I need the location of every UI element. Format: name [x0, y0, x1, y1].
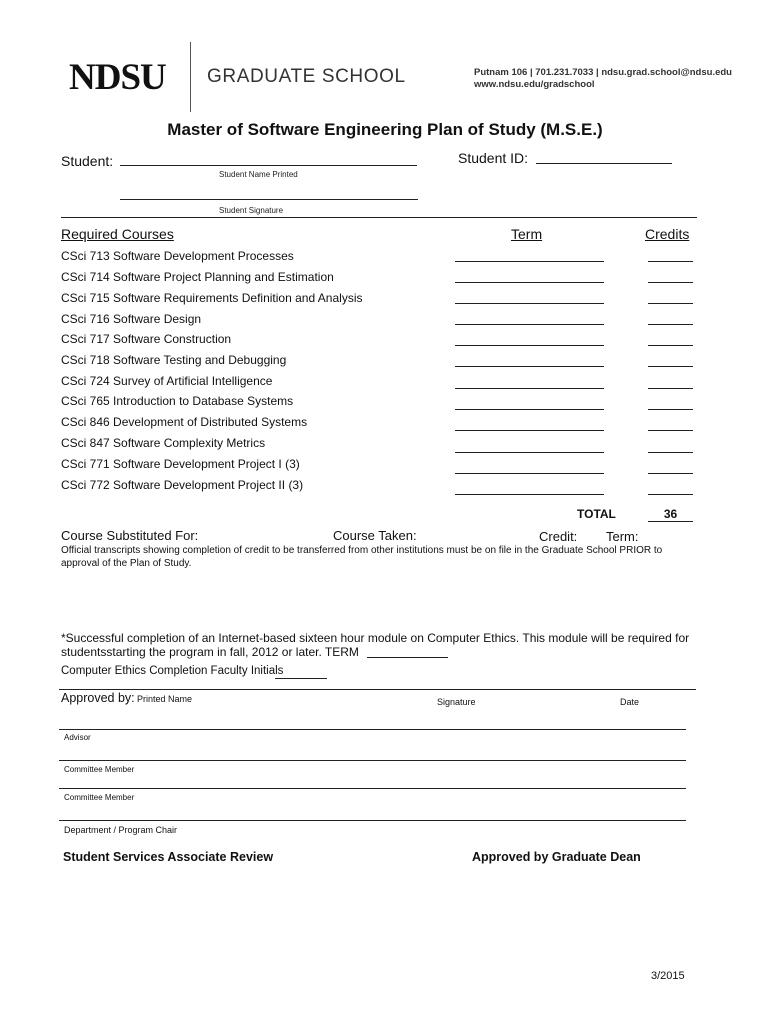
- credits-field[interactable]: [648, 452, 693, 453]
- term-field[interactable]: [455, 473, 604, 474]
- term-field[interactable]: [455, 494, 604, 495]
- website-link[interactable]: www.ndsu.edu/gradschool: [474, 79, 595, 90]
- credits-field[interactable]: [648, 282, 693, 283]
- printed-name-label: Printed Name: [137, 694, 193, 704]
- student-label: Student:: [61, 153, 114, 169]
- credits-header: Credits: [645, 226, 690, 242]
- department-chair-signature-line[interactable]: [59, 820, 686, 821]
- committee-member-label: Committee Member: [64, 793, 135, 802]
- ethics-note: *Successful completion of an Internet-based sixteen hour module on Computer Ethics. This module will be required for: [61, 631, 690, 645]
- course-row: CSci 718 Software Testing and Debugging: [61, 353, 287, 367]
- revision-date: 3/2015: [651, 970, 685, 982]
- signature-label: Signature: [437, 697, 476, 707]
- course-row: CSci 715 Software Requirements Definition and Analysis: [61, 291, 363, 305]
- term-field[interactable]: [455, 430, 604, 431]
- credits-field[interactable]: [648, 473, 693, 474]
- course-row: CSci 772 Software Development Project II (3): [61, 478, 304, 492]
- course-row: CSci 716 Software Design: [61, 312, 202, 326]
- credits-field[interactable]: [648, 261, 693, 262]
- ethics-initials-label: Computer Ethics Completion Faculty Initials: [61, 665, 284, 677]
- course-row: CSci 765 Introduction to Database Systems: [61, 394, 294, 408]
- section-divider: [61, 217, 697, 218]
- student-name-field[interactable]: [120, 165, 417, 166]
- transcript-note-cont: approval of the Plan of Study.: [61, 558, 192, 569]
- advisor-signature-line[interactable]: [59, 729, 686, 730]
- department-chair-label: Department / Program Chair: [64, 825, 178, 835]
- transcript-note: Official transcripts showing completion of credit to be transferred from other institutions must be on file in the Graduate School PRIOR to: [61, 545, 663, 556]
- credits-field[interactable]: [648, 409, 693, 410]
- term-field[interactable]: [455, 345, 604, 346]
- approved-by-label: Approved by:: [61, 691, 135, 705]
- term-field[interactable]: [455, 452, 604, 453]
- student-signature-field[interactable]: [120, 199, 418, 200]
- committee-member-signature-line[interactable]: [59, 788, 686, 789]
- course-row: CSci 846 Development of Distributed Systems: [61, 415, 308, 429]
- course-row: CSci 847 Software Complexity Metrics: [61, 436, 266, 450]
- term-field[interactable]: [455, 366, 604, 367]
- page-title: Master of Software Engineering Plan of Study (M.S.E.): [167, 120, 603, 139]
- term-label: Term:: [606, 529, 639, 544]
- term-header: Term: [511, 226, 543, 242]
- credits-field[interactable]: [648, 345, 693, 346]
- credits-field[interactable]: [648, 324, 693, 325]
- student-signature-label: Student Signature: [219, 206, 284, 215]
- term-field[interactable]: [455, 261, 604, 262]
- committee-member-signature-line[interactable]: [59, 760, 686, 761]
- credits-field[interactable]: [648, 494, 693, 495]
- contact-info: Putnam 106 | 701.231.7033 | ndsu.grad.school@ndsu.edu: [474, 67, 732, 78]
- term-field[interactable]: [455, 324, 604, 325]
- total-label: TOTAL: [577, 507, 616, 521]
- term-field[interactable]: [455, 303, 604, 304]
- required-courses-header: Required Courses: [61, 226, 174, 242]
- logo-divider: [190, 42, 191, 112]
- date-label: Date: [620, 697, 640, 707]
- advisor-label: Advisor: [64, 733, 91, 742]
- student-id-field[interactable]: [536, 163, 672, 164]
- course-row: CSci 724 Survey of Artificial Intelligence: [61, 374, 273, 388]
- credits-field[interactable]: [648, 303, 693, 304]
- ethics-term-field[interactable]: [367, 657, 448, 658]
- section-divider: [59, 689, 696, 690]
- committee-member-label: Committee Member: [64, 765, 135, 774]
- course-row: CSci 713 Software Development Processes: [61, 249, 294, 263]
- student-id-label: Student ID:: [458, 150, 529, 166]
- term-field[interactable]: [455, 388, 604, 389]
- course-substituted-label: Course Substituted For:: [61, 528, 199, 543]
- ndsu-logo: NDSU: [69, 57, 166, 98]
- ethics-initials-field[interactable]: [275, 678, 327, 679]
- graduate-school-wordmark: GRADUATE SCHOOL: [207, 66, 406, 87]
- credit-label: Credit:: [539, 529, 578, 544]
- student-name-printed-label: Student Name Printed: [219, 170, 298, 179]
- course-taken-label: Course Taken:: [333, 528, 417, 543]
- ethics-note-cont: studentsstarting the program in fall, 2012 or later. TERM: [61, 645, 359, 659]
- term-field[interactable]: [455, 409, 604, 410]
- total-credits-value: 36: [663, 507, 678, 521]
- total-credits-line: [648, 521, 693, 522]
- course-row: CSci 714 Software Project Planning and Estimation: [61, 270, 334, 284]
- course-row: CSci 771 Software Development Project I (3): [61, 457, 300, 471]
- credits-field[interactable]: [648, 430, 693, 431]
- term-field[interactable]: [455, 282, 604, 283]
- credits-field[interactable]: [648, 388, 693, 389]
- course-row: CSci 717 Software Construction: [61, 332, 232, 346]
- graduate-dean-approval: Approved by Graduate Dean: [472, 850, 641, 864]
- student-services-review: Student Services Associate Review: [63, 850, 274, 864]
- credits-field[interactable]: [648, 366, 693, 367]
